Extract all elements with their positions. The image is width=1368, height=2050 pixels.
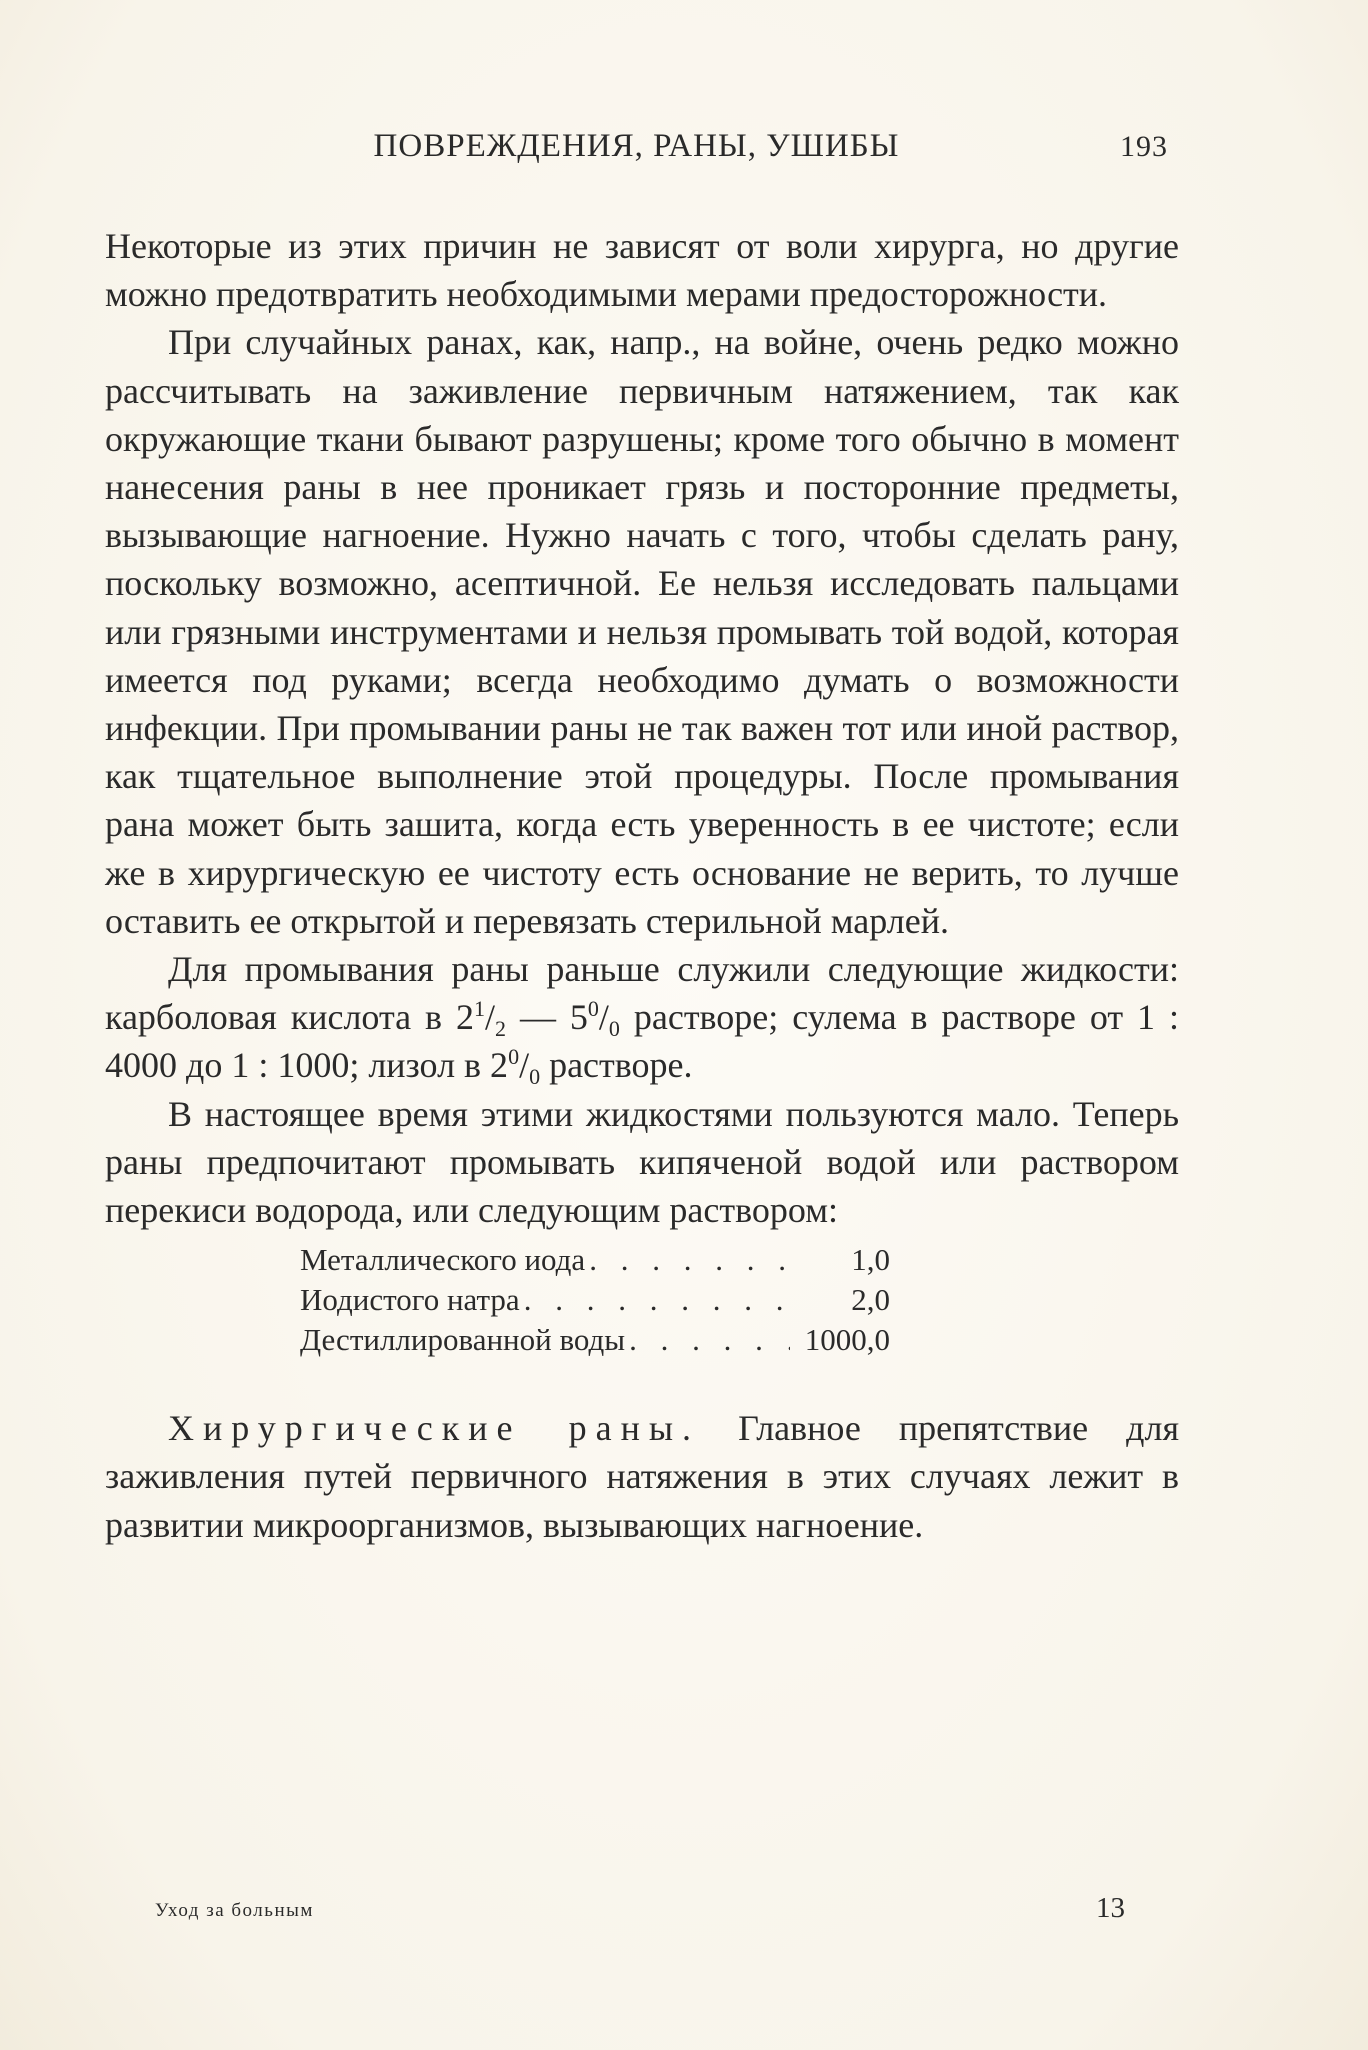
paragraph-washing-liquids xyxy=(105,945,1179,1090)
percent-top-2: 0 xyxy=(508,1044,520,1070)
recipe-amount: 1,0 xyxy=(851,1242,890,1278)
recipe-row xyxy=(300,1320,890,1360)
signature-mark: Уход за больным xyxy=(155,1900,314,1921)
body-text xyxy=(105,222,1179,1549)
running-title: ПОВРЕЖДЕНИЯ, РАНЫ, УШИБЫ xyxy=(373,128,900,164)
recipe-amount: 1000,0 xyxy=(804,1322,890,1358)
liquids-text-4: растворе. xyxy=(540,1045,693,1086)
sheet-number: 13 xyxy=(1096,1892,1125,1924)
recipe-ingredient: Металлического иода xyxy=(300,1242,586,1278)
recipe-row xyxy=(300,1240,890,1280)
recipe-row xyxy=(300,1280,890,1320)
recipe-ingredient: Дестиллированной воды xyxy=(300,1322,626,1358)
liquids-text-2: — 5 xyxy=(506,997,588,1038)
recipe-table xyxy=(300,1240,890,1360)
fraction-denominator: 2 xyxy=(495,1016,507,1042)
liquids-text-3: растворе; сулема в растворе от 1 : 4000 до 1 : 1000; лизол в 2 xyxy=(105,997,1179,1086)
leader-dots xyxy=(524,1280,790,1320)
page-number: 193 xyxy=(1120,130,1168,163)
paragraph-surgical-wounds xyxy=(105,1404,1179,1549)
leader-dots xyxy=(589,1240,790,1280)
percent-bottom: 0 xyxy=(608,1016,620,1042)
percent-slash-2: / xyxy=(519,1045,530,1086)
percent-bottom-2: 0 xyxy=(529,1064,541,1090)
liquids-text-1: Для промывания раны раньше служили следующие жидкости: карболовая кислота в 2 xyxy=(105,949,1179,1038)
paragraph-current-practice: В настоящее время этими жидкостями пользуются мало. Теперь раны предпочитают промывать кипяченой водой или раствором перекиси водорода, или следующим раствором: xyxy=(105,1093,1179,1231)
page-header xyxy=(105,128,1168,178)
section-heading: Хирургические раны. xyxy=(168,1408,701,1449)
leader-dots xyxy=(629,1320,790,1360)
page-footer xyxy=(155,1892,1125,1932)
fraction-slash: / xyxy=(485,997,496,1038)
recipe-ingredient: Иодистого натра xyxy=(300,1282,520,1318)
percent-slash: / xyxy=(598,997,609,1038)
paragraph-causes: Некоторые из этих причин не зависят от воли хирурга, но другие можно предотвратить необходимыми мерами предосторожности. xyxy=(105,226,1179,315)
paragraph-accidental-wounds: При случайных ранах, как, напр., на войне, очень редко можно рассчитывать на заживление первичным натяжением, так как окружающие ткани бывают разрушены; кроме того обычно в момент нанесения раны в нее проникает грязь и посторонние предметы, вызывающие нагноение. Нужно начать с того, чтобы сделать рану, поскольку возможно, асептичной. Ее нельзя исследовать пальцами или грязными инструментами и нельзя промывать той водой, которая имеется под руками; всегда необходимо думать о возможности инфекции. При промывании раны не так важен тот или иной раствор, как тщательное выполнение этой процедуры. После промывания рана может быть зашита, когда есть уверенность в ее чистоте; если же в хирургическую ее чистоту есть основание не верить, то лучше оставить ее открытой и перевязать стерильной марлей. xyxy=(105,322,1179,941)
fraction-numerator: 1 xyxy=(474,996,485,1022)
percent-top: 0 xyxy=(587,996,599,1022)
section-text: Главное препятствие для заживления путей первичного натяжения в этих случаях лежит в развитии микроорганизмов, вызывающих нагноение. xyxy=(105,1408,1179,1545)
section-spacer xyxy=(105,1360,1179,1404)
recipe-amount: 2,0 xyxy=(851,1282,890,1318)
